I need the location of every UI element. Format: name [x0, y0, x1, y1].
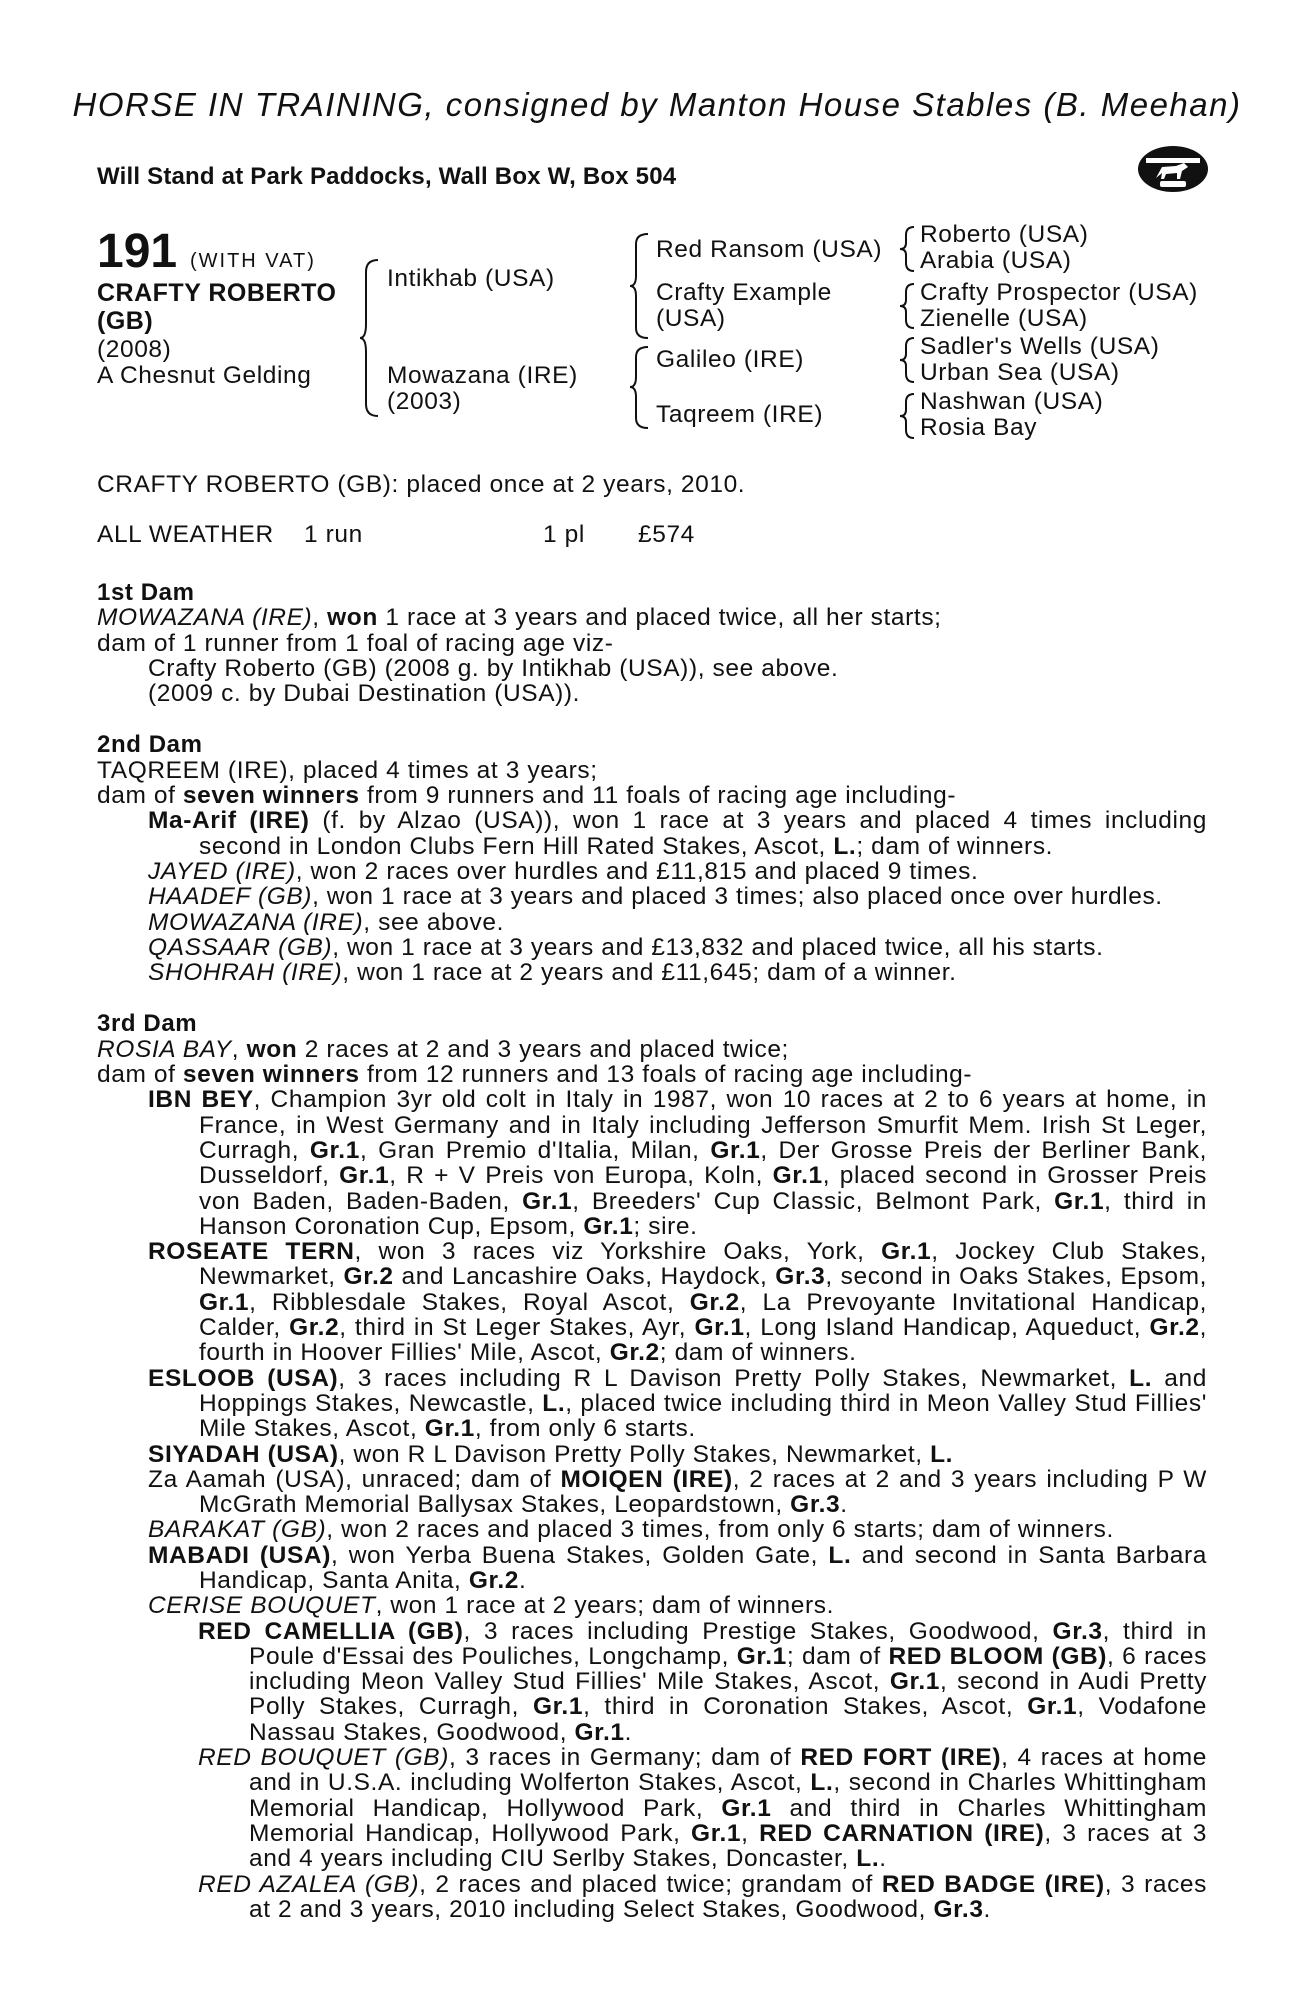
race-record-summary: CRAFTY ROBERTO (GB): placed once at 2 years, 2010. [97, 471, 746, 498]
first-dam-heading: 1st Dam [97, 579, 195, 606]
group-label: Gr.3 [933, 1895, 984, 1923]
earnings-value: £574 [638, 521, 695, 548]
produce-entry [97, 1366, 1207, 1442]
won-label: won [246, 1035, 298, 1063]
text: , 3 races at 3 and 4 years including CIU Serlby Stakes, Doncaster, [249, 1819, 1207, 1873]
group-label: Gr.1 [532, 1693, 584, 1721]
group-label: Gr.3 [1052, 1617, 1103, 1645]
text: , Long Island Handicap, Aqueduct, [744, 1314, 1150, 1342]
text: dam of [97, 782, 183, 810]
text: 2 races at 2 and 3 years and placed twice; [297, 1035, 789, 1063]
text: from 12 runners and 13 foals of racing age including- [359, 1061, 973, 1089]
text: , Der Grosse Preis der Berliner Bank, Dusseldorf, [199, 1136, 1207, 1190]
horse-ref: RED FORT (IRE) [800, 1744, 1002, 1772]
group-label: Gr.1 [694, 1314, 745, 1342]
pedigree-sire-dam: Crafty Example [656, 279, 832, 306]
page-title: HORSE IN TRAINING, consigned by Manton House Stables (B. Meehan) [72, 86, 1242, 123]
pedigree-g4-2: Arabia (USA) [920, 247, 1072, 274]
text: . [879, 1845, 887, 1873]
group-label: Gr.1 [309, 1136, 360, 1164]
vat-label: (WITH VAT) [190, 250, 316, 272]
pedigree-brace-3 [630, 345, 650, 430]
horse-ref: HAADEF (GB) [148, 883, 313, 911]
pedigree-brace-1 [360, 258, 380, 418]
pedigree-sire: Intikhab (USA) [387, 265, 555, 292]
listed-label: L. [828, 1541, 852, 1569]
text: , 3 races including R L Davison Pretty Polly Stakes, Newmarket, [338, 1364, 1130, 1392]
horse-name: CRAFTY ROBERTO [97, 279, 337, 307]
text: , fourth in Hoover Fillies' Mile, Ascot, [199, 1314, 1207, 1367]
group-label: Gr.1 [583, 1212, 634, 1240]
text: , won 2 races and placed 3 times, from only 6 starts; dam of winners. [326, 1516, 1114, 1544]
horse-ref: ROSEATE TERN [148, 1238, 355, 1266]
second-dam-line-1: TAQREEM (IRE), placed 4 times at 3 years; [97, 756, 598, 784]
pedigree-sire-dam-country: (USA) [656, 305, 726, 332]
third-dam-line-2 [97, 1062, 1207, 1087]
group-label: Gr.2 [468, 1566, 519, 1594]
text: , Gran Premio d'Italia, Milan, [359, 1136, 711, 1164]
text: , third in Coronation Stakes, Ascot, [583, 1693, 1028, 1721]
horse-ref: RED AZALEA (GB) [198, 1870, 420, 1898]
text: ; dam of winners. [856, 832, 1054, 860]
pedigree-g4-4: Zienelle (USA) [920, 305, 1088, 332]
horse-ref: RED BADGE (IRE) [881, 1870, 1105, 1898]
second-dam-heading: 2nd Dam [97, 731, 203, 759]
text: 1 race at 3 years and placed twice, all her starts; [377, 604, 942, 632]
text: , La Prevoyante Invitational Handicap, Calder, [199, 1288, 1207, 1342]
text: , third in Hanson Coronation Cup, Epsom, [199, 1187, 1207, 1240]
text: , 4 races at home and in U.S.A. including Wolferton Stakes, Ascot, [249, 1744, 1207, 1797]
horse-description: A Chesnut Gelding [97, 362, 312, 389]
group-label: Gr.1 [881, 1238, 932, 1266]
surface-label: ALL WEATHER [97, 521, 274, 548]
group-label: Gr.1 [199, 1288, 250, 1316]
group-label: Gr.1 [1054, 1187, 1105, 1215]
winners-count: seven winners [182, 782, 360, 810]
produce-entry [97, 1239, 1207, 1365]
placings-count: 1 pl [543, 521, 585, 548]
pedigree-dam: Mowazana (IRE) [387, 362, 578, 389]
text: , won 1 race at 3 years and placed 3 times; also placed once over hurdles. [312, 883, 1163, 911]
produce-entry [97, 1087, 1207, 1239]
first-dam-line-1: MOWAZANA (IRE), won 1 race at 3 years and placed twice, all her starts; [97, 604, 942, 632]
pedigree-dam-sire: Galileo (IRE) [656, 346, 805, 373]
text: , second in Oaks Stakes, Epsom, [825, 1263, 1208, 1291]
text: Za Aamah (USA), unraced; dam of [148, 1465, 561, 1493]
group-label: Gr.2 [609, 1339, 660, 1367]
text: , 2 races at 2 and 3 years including P W McGrath Memorial Ballysax Stakes, Leopardstown, [199, 1465, 1207, 1519]
produce-entry [97, 960, 1207, 985]
group-label: Gr.1 [772, 1162, 823, 1190]
group-label: Gr.1 [710, 1136, 761, 1164]
yearling-bonus-badge-icon [1136, 143, 1210, 195]
produce-entry [97, 1442, 1207, 1467]
pedigree-brace-6 [900, 336, 916, 384]
text: . [518, 1566, 527, 1594]
horse-ref: QASSAAR (GB) [148, 933, 333, 961]
text: , won R L Davison Pretty Polly Stakes, Newmarket, [338, 1440, 931, 1468]
horse-ref: MOIQEN (IRE) [560, 1465, 733, 1493]
text: , see above. [363, 908, 504, 936]
third-dam-heading: 3rd Dam [97, 1010, 198, 1038]
won-label: won [327, 604, 378, 632]
second-dam-line-2 [97, 783, 1207, 808]
text: , won Yerba Buena Stakes, Golden Gate, [330, 1541, 829, 1569]
horse-ref: RED CARNATION (IRE) [759, 1819, 1045, 1847]
winners-count: seven winners [182, 1061, 360, 1089]
produce-entry [97, 884, 1207, 909]
group-label: Gr.2 [289, 1314, 340, 1342]
horse-ref: JAYED (IRE) [148, 857, 296, 885]
text: (f. by Alzao (USA)), won 1 race at 3 years and placed 4 times including second in London Clubs Fern Hill Rated Stakes, Ascot, [199, 807, 1208, 860]
horse-ref: RED BLOOM (GB) [888, 1642, 1108, 1670]
produce-entry [97, 859, 1207, 884]
horse-ref: Ma-Arif (IRE) [148, 807, 310, 835]
text: , won 1 race at 2 years and £11,645; dam of a winner. [342, 959, 957, 987]
horse-ref: MOWAZANA (IRE) [97, 604, 313, 632]
text: , placed second in Grosser Preis von Baden, Baden-Baden, [199, 1162, 1207, 1215]
horse-ref: BARAKAT (GB) [148, 1516, 327, 1544]
produce-entry [97, 910, 1207, 935]
pedigree-dam-year: (2003) [387, 388, 462, 415]
produce-entry [97, 1745, 1207, 1871]
produce-entry [97, 1619, 1207, 1745]
text: , [741, 1819, 760, 1847]
text: , second in Audi Pretty Polly Stakes, Curragh, [249, 1668, 1207, 1721]
text: , Ribblesdale Stakes, Royal Ascot, [249, 1288, 690, 1316]
produce-entry [97, 1593, 1207, 1618]
text: from 9 runners and 11 foals of racing age including- [359, 782, 957, 810]
horse-ref: CERISE BOUQUET [148, 1592, 376, 1620]
text: ; dam of [786, 1642, 889, 1670]
group-label: Gr.1 [522, 1187, 573, 1215]
text: , Vodafone Nassau Stakes, Goodwood, [249, 1693, 1207, 1746]
produce-entry [97, 808, 1207, 859]
pedigree-g4-8: Rosia Bay [920, 414, 1038, 441]
horse-name-country: (GB) [97, 307, 154, 335]
horse-ref: RED CAMELLIA (GB) [198, 1617, 464, 1645]
first-dam-line-4: (2009 c. by Dubai Destination (USA)). [148, 680, 581, 708]
third-dam-line-1: ROSIA BAY, won 2 races at 2 and 3 years and placed twice; [97, 1035, 789, 1063]
lot-number: 191 [97, 225, 178, 278]
pedigree-brace-2 [630, 232, 650, 340]
horse-ref: RED BOUQUET (GB) [198, 1744, 450, 1772]
text: , won 1 race at 2 years; dam of winners. [375, 1592, 834, 1620]
horse-ref: IBN BEY [148, 1086, 254, 1114]
text: , 3 races including Prestige Stakes, Goodwood, [463, 1617, 1053, 1645]
text: , from only 6 starts. [474, 1415, 696, 1443]
pedigree-g4-6: Urban Sea (USA) [920, 359, 1120, 386]
group-label: Gr.1 [736, 1642, 787, 1670]
text: , won 2 races over hurdles and £11,815 and placed 9 times. [295, 857, 979, 885]
group-label: Gr.2 [689, 1288, 740, 1316]
text: , third in Poule d'Essai des Pouliches, Longchamp, [249, 1617, 1207, 1670]
pedigree-brace-4 [900, 225, 916, 273]
text: , won 3 races viz Yorkshire Oaks, York, [354, 1238, 882, 1266]
text: , 3 races in Germany; dam of [449, 1744, 801, 1772]
text: , 2 races and placed twice; grandam of [419, 1870, 882, 1898]
group-label: Gr.1 [691, 1819, 742, 1847]
text: , Breeders' Cup Classic, Belmont Park, [572, 1187, 1055, 1215]
produce-entry [97, 935, 1207, 960]
foaling-year: (2008) [97, 336, 172, 363]
text: , second in Charles Whittingham Memorial Handicap, Hollywood Park, [249, 1769, 1207, 1822]
produce-entry [97, 1543, 1207, 1594]
text: , Champion 3yr old colt in Italy in 1987, won 10 races at 2 to 6 years at home, in France, in West Germany and in Italy including Jefferson Smurfit Mem. Irish St Leger, Curragh, [199, 1086, 1207, 1164]
text: ; sire. [633, 1212, 698, 1240]
runs-count: 1 run [304, 521, 363, 548]
group-label: Gr.1 [424, 1415, 475, 1443]
text: and third in Charles Whittingham Memorial Handicap, Hollywood Park, [249, 1794, 1207, 1847]
pedigree-dam-dam: Taqreem (IRE) [656, 401, 824, 428]
group-label: Gr.1 [574, 1718, 625, 1746]
pedigree-g4-5: Sadler's Wells (USA) [920, 333, 1160, 360]
text: ; dam of winners. [659, 1339, 857, 1367]
first-dam-line-3: Crafty Roberto (GB) (2008 g. by Intikhab (USA)), see above. [148, 654, 839, 682]
location-subheader: Will Stand at Park Paddocks, Wall Box W, Box 504 [97, 163, 677, 190]
pedigree-sire-sire: Red Ransom (USA) [656, 236, 883, 263]
pedigree-g4-7: Nashwan (USA) [920, 388, 1104, 415]
text: . [840, 1491, 848, 1519]
pedigree-brace-5 [900, 282, 916, 330]
group-label: Gr.1 [889, 1668, 940, 1696]
horse-ref: MABADI (USA) [148, 1541, 331, 1569]
text: , 6 races including Meon Valley Stud Fillies' Mile Stakes, Ascot, [249, 1642, 1207, 1696]
produce-entry [97, 1872, 1207, 1923]
listed-label: L. [833, 832, 857, 860]
produce-entry [97, 1467, 1207, 1518]
first-dam-line-2: dam of 1 runner from 1 foal of racing age viz- [97, 629, 614, 657]
horse-ref: SHOHRAH (IRE) [148, 959, 343, 987]
text: . [624, 1718, 633, 1746]
text: dam of [97, 1061, 183, 1089]
pedigree-g4-3: Crafty Prospector (USA) [920, 279, 1198, 306]
text: . [983, 1895, 991, 1923]
listed-label: L. [810, 1769, 834, 1797]
pedigree-brace-7 [900, 392, 916, 440]
produce-record [97, 580, 1207, 1922]
horse-ref: SIYADAH (USA) [148, 1440, 339, 1468]
group-label: Gr.1 [721, 1794, 772, 1822]
group-label: Gr.1 [339, 1162, 390, 1190]
text: and second in Santa Barbara Handicap, Santa Anita, [199, 1541, 1207, 1594]
group-label: Gr.1 [1027, 1693, 1078, 1721]
pedigree-g4-1: Roberto (USA) [920, 221, 1089, 248]
text: , Jockey Club Stakes, Newmarket, [199, 1238, 1207, 1291]
group-label: Gr.2 [343, 1263, 394, 1291]
listed-label: L. [1129, 1364, 1153, 1392]
text: , won 1 race at 3 years and £13,832 and placed twice, all his starts. [332, 933, 1104, 961]
group-label: Gr.3 [775, 1263, 826, 1291]
text: and Hoppings Stakes, Newcastle, [199, 1364, 1207, 1417]
horse-ref: ESLOOB (USA) [148, 1364, 339, 1392]
listed-label: L. [930, 1440, 954, 1468]
group-label: Gr.2 [1149, 1314, 1200, 1342]
horse-ref: MOWAZANA (IRE) [148, 908, 364, 936]
produce-entry [97, 1517, 1207, 1542]
text: , third in St Leger Stakes, Ayr, [339, 1314, 695, 1342]
group-label: Gr.3 [790, 1491, 841, 1519]
horse-ref: ROSIA BAY [97, 1035, 232, 1063]
text: , R + V Preis von Europa, Koln, [389, 1162, 773, 1190]
listed-label: L. [856, 1845, 880, 1873]
text: and Lancashire Oaks, Haydock, [393, 1263, 776, 1291]
text: , placed twice including third in Meon Valley Stud Fillies' Mile Stakes, Ascot, [199, 1389, 1207, 1443]
listed-label: L. [542, 1389, 566, 1417]
text: , 3 races at 2 and 3 years, 2010 including Select Stakes, Goodwood, [249, 1870, 1208, 1923]
